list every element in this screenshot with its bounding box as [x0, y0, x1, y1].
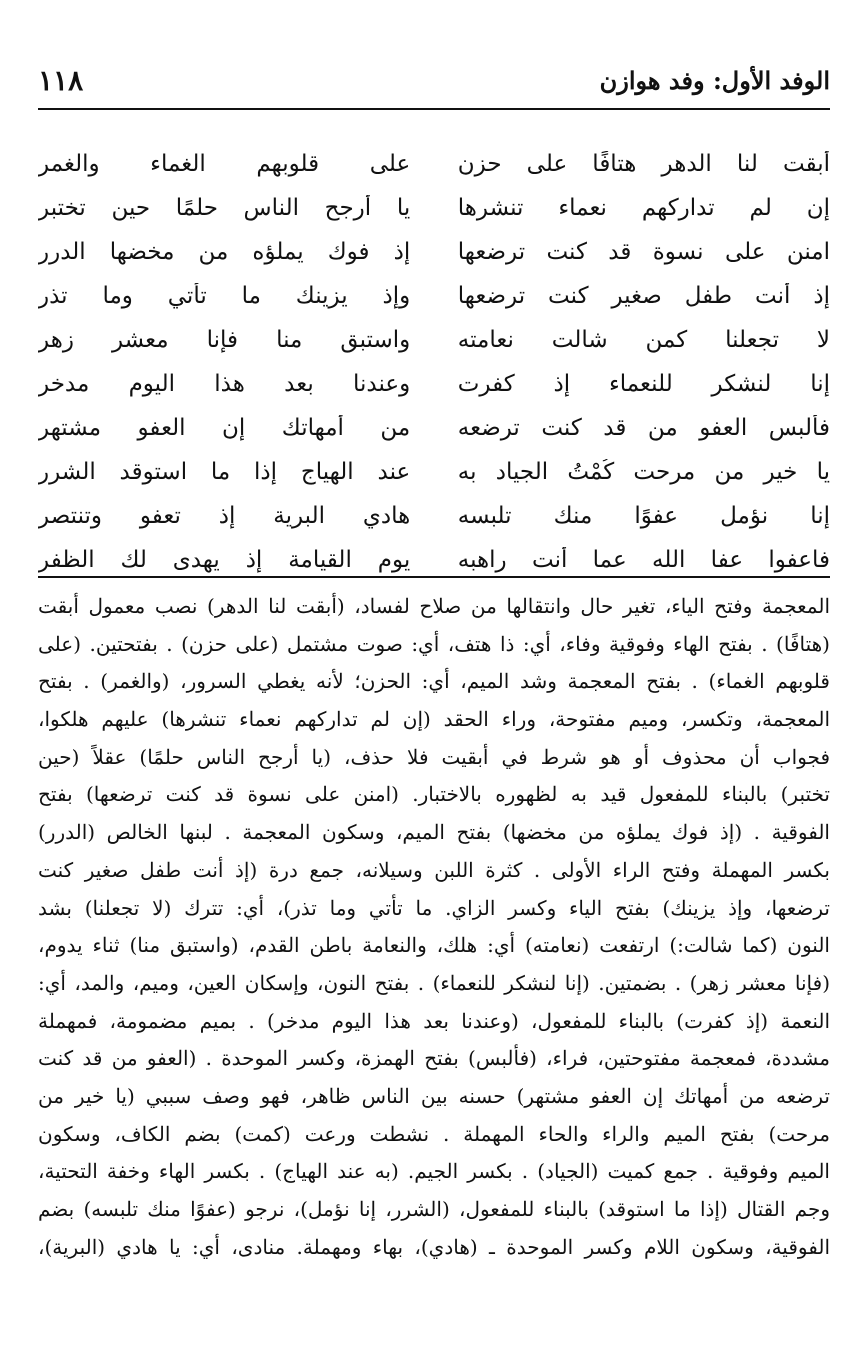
commentary-line: قلوبهم الغماء) . بفتح المعجمة وشد الميم، أي: الحزن؛ لأنه يغطي السرور، (والغمر) . بفتح [38, 669, 830, 694]
verse-second-hemistich: واستبق منا فإنا معشر زهر [38, 327, 411, 353]
commentary-line: الفوقية، وسكون اللام وكسر الموحدة ـ (هادي)، بهاء ومهملة. منادى، أي: يا هادي (البرية)، [38, 1234, 830, 1259]
verse [38, 274, 830, 318]
commentary-line: تختبر) بالبناء للمفعول قيد به لظهوره بالاختبار. (امنن على نسوة قد كنت ترضعها) بفتح [38, 782, 830, 807]
commentary-divider [38, 576, 830, 578]
commentary-line: فجواب أن محذوف أو هو شرط في أبقيت فلا حذف، (يا أرجح الناس حلمًا) عقلاً (حين [38, 744, 830, 769]
commentary-line: النون (كما شالت:) ارتفعت (نعامته) أي: هلك، والنعامة باطن القدم، (واستبق منا) ثناء يدوم، [38, 933, 830, 958]
commentary [38, 588, 830, 1266]
header-divider [38, 108, 830, 110]
verse-first-hemistich: إنا نؤمل عفوًا منك تلبسه [457, 503, 830, 529]
verse-second-hemistich: يوم القيامة إذ يهدى لك الظفر [38, 547, 411, 573]
verse-first-hemistich: فاعفوا عفا الله عما أنت راهبه [457, 547, 830, 573]
verse [38, 186, 830, 230]
verse [38, 142, 830, 186]
verse-second-hemistich: عند الهياج إذا ما استوقد الشرر [38, 459, 411, 485]
verse-first-hemistich: لا تجعلنا كمن شالت نعامته [457, 327, 830, 353]
verse-first-hemistich: امنن على نسوة قد كنت ترضعها [457, 239, 830, 265]
verse-second-hemistich: على قلوبهم الغماء والغمر [38, 151, 411, 177]
verse-second-hemistich: يا أرجح الناس حلمًا حين تختبر [38, 195, 411, 221]
verse [38, 450, 830, 494]
commentary-line: بكسر المهملة وفتح الراء الأولى . كثرة اللبن وسيلانه، جمع درة (إذ أنت طفل صغير كنت [38, 857, 830, 882]
verse [38, 318, 830, 362]
commentary-line: ترضعها، وإذ يزينك) بفتح الياء وكسر الزاي. ما تأتي وما تذر)، أي: تترك (لا تجعلنا) بشد [38, 895, 830, 920]
verse-second-hemistich: هادي البرية إذ تعفو وتنتصر [38, 503, 411, 529]
commentary-line: الفوقية . (إذ فوك يملؤه من مخضها) بفتح الميم، وسكون المعجمة . لبنها الخالص (الدرر) [38, 820, 830, 845]
running-title: الوفد الأول: وفد هوازن [599, 65, 830, 95]
commentary-line: مرحت) بفتح الميم والراء والحاء المهملة . نشطت ورعت (كمت) بضم الكاف، وسكون [38, 1121, 830, 1146]
verse-second-hemistich: من أمهاتك إن العفو مشتهر [38, 415, 411, 441]
verse-first-hemistich: يا خير من مرحت كُمْتُ الجياد به [457, 459, 830, 485]
verse [38, 494, 830, 538]
commentary-line: المعجمة وفتح الياء، تغير حال وانتقالها من صلاح لفساد، (أبقت لنا الدهر) نصب معمول أبقت [38, 594, 830, 618]
verse-first-hemistich: أبقت لنا الدهر هتافًا على حزن [457, 151, 830, 177]
commentary-line: مشددة، فمعجمة مفتوحتين، فراء، (فألبس) بفتح الهمزة، وكسر الموحدة . (العفو من قد كنت [38, 1046, 830, 1071]
verse [38, 230, 830, 274]
verse-second-hemistich: إذ فوك يملؤه من مخضها الدرر [38, 239, 411, 265]
verse [38, 362, 830, 406]
verse-first-hemistich: إن لم تداركهم نعماء تنشرها [457, 195, 830, 221]
page-header [38, 55, 830, 105]
verse [38, 406, 830, 450]
page-number: ١١٨ [38, 63, 84, 97]
verse-first-hemistich: إنا لنشكر للنعماء إذ كفرت [457, 371, 830, 397]
commentary-line: (فإنا معشر زهر) . بضمتين. (إنا لنشكر للنعماء) . بفتح النون، وإسكان العين، وميم، والمد، أي: [38, 970, 830, 995]
verse-second-hemistich: وإذ يزينك ما تأتي وما تذر [38, 283, 411, 309]
commentary-line: الميم وفوقية . جمع كميت (الجياد) . بكسر الجيم. (به عند الهياج) . بكسر الهاء وخفة التحتية، [38, 1159, 830, 1184]
verse-first-hemistich: فألبس العفو من قد كنت ترضعه [457, 415, 830, 441]
poem [38, 142, 830, 582]
verse-second-hemistich: وعندنا بعد هذا اليوم مدخر [38, 371, 411, 397]
commentary-line: المعجمة، وتكسر، وميم مفتوحة، وراء الحقد (إن لم تداركهم نعماء تنشرها) عليهم هلكوا، [38, 707, 830, 732]
commentary-line: النعمة (إذ كفرت) بالبناء للمفعول، (وعندنا بعد هذا اليوم مدخر) . بميم مضمومة، فمهملة [38, 1008, 830, 1033]
commentary-line: (هتافًا) . بفتح الهاء وفوقية وفاء، أي: ذا هتف، أي: صوت مشتمل (على حزن) . بفتحتين. (على [38, 631, 830, 656]
commentary-line: وجم القتال (إذا ما استوقد) بالبناء للمفعول، (الشرر، إنا نؤمل)، نرجو (عفوًا منك تلبسه) بضم [38, 1197, 830, 1221]
verse-first-hemistich: إذ أنت طفل صغير كنت ترضعها [457, 283, 830, 309]
commentary-line: ترضعه من أمهاتك إن العفو مشتهر) حسنه بين الناس ظاهر، فهو وصف سببي (يا خير من [38, 1083, 830, 1108]
